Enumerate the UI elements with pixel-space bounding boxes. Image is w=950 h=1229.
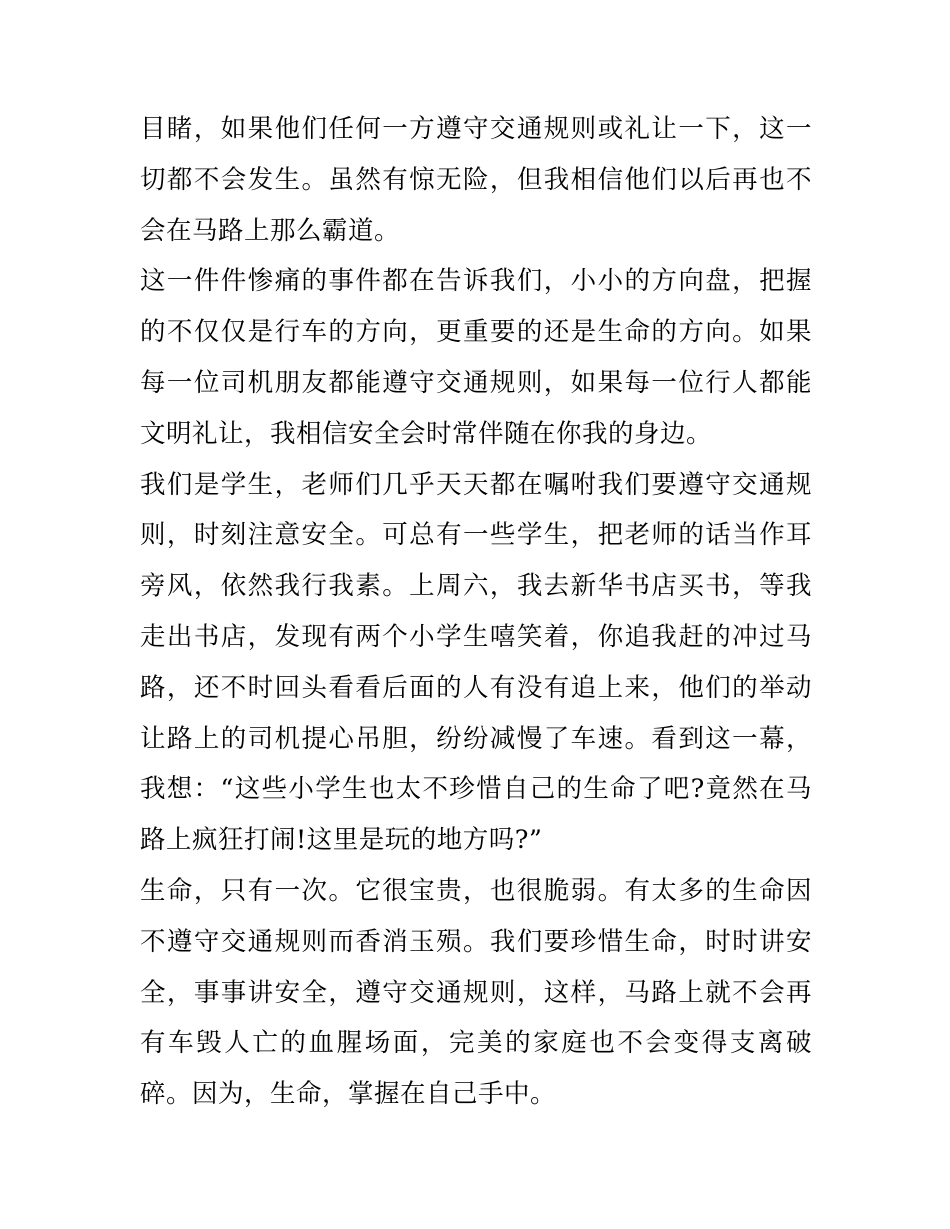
paragraph-3: 我们是学生，老师们几乎天天都在嘱咐我们要遵守交通规则，时刻注意安全。可总有一些学生，把老师的话当作耳旁风，依然我行我素。上周六，我去新华书店买书，等我走出书店，发现有两个小学生嘻笑着，你追我赶的冲过马路，还不时回头看看后面的人有没有追上来，他们的举动让路上的司机提心吊胆，纷纷减慢了车速。看到这一幕，我想：“这些小学生也太不珍惜自己的生命了吧?竟然在马路上疯狂打闹!这里是玩的地方吗?” — [140, 469, 812, 856]
paragraph-1: 目睹，如果他们任何一方遵守交通规则或礼让一下，这一切都不会发生。虽然有惊无险，但我相信他们以后再也不会在马路上那么霸道。 — [140, 114, 812, 246]
paragraph-2: 这一件件惨痛的事件都在告诉我们，小小的方向盘，把握的不仅仅是行车的方向，更重要的还是生命的方向。如果每一位司机朋友都能遵守交通规则，如果每一位行人都能文明礼让，我相信安全会时常伴随在你我的身边。 — [140, 266, 812, 449]
document-body — [140, 104, 812, 1120]
paragraph-4: 生命，只有一次。它很宝贵，也很脆弱。有太多的生命因不遵守交通规则而香消玉殒。我们要珍惜生命，时时讲安全，事事讲安全，遵守交通规则，这样，马路上就不会再有车毁人亡的血腥场面，完美的家庭也不会变得支离破碎。因为，生命，掌握在自己手中。 — [140, 875, 812, 1110]
